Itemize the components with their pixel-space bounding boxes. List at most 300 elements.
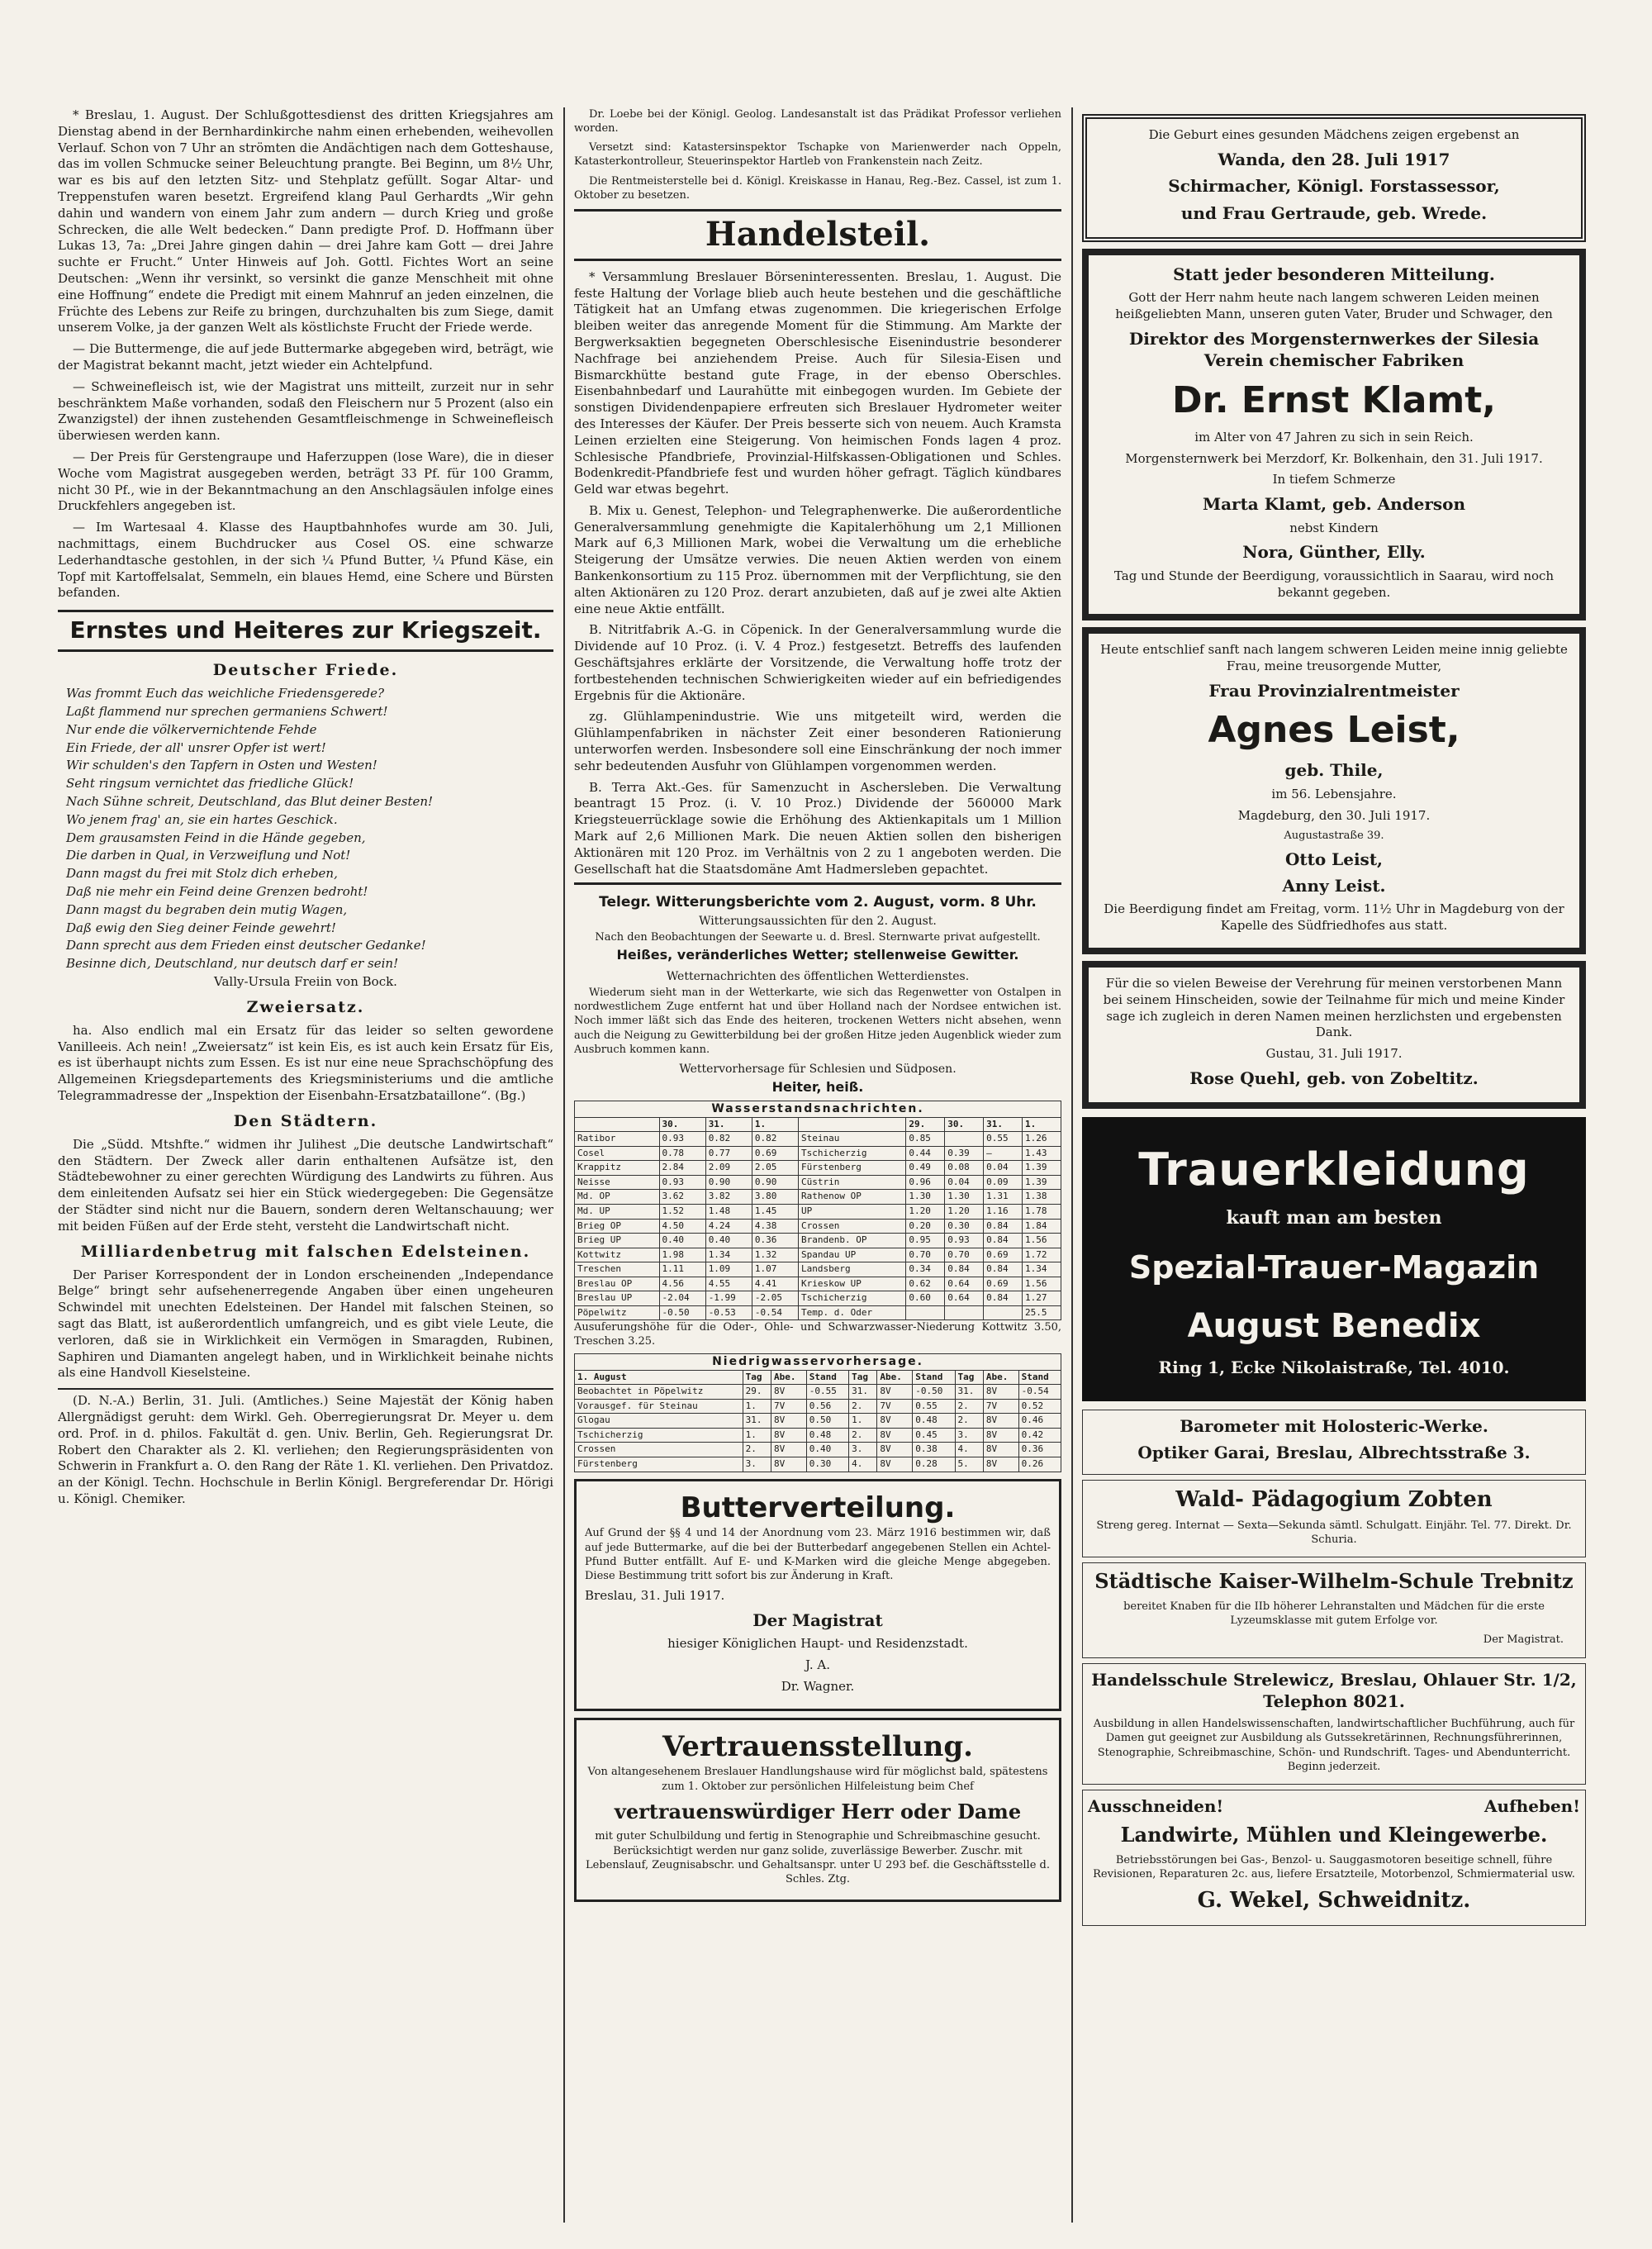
death1-funeral: Tag und Stunde der Beerdigung, voraussichtlich in Saarau, wird noch bekannt gegeben. [1113,568,1555,600]
table-header-cell: Stand [913,1370,955,1385]
death1-widow: Marta Klamt, geb. Anderson [1202,494,1466,515]
death2-sig2: Anny Leist. [1282,875,1386,896]
table-cell: 29. [743,1385,771,1400]
death2-name: Agnes Leist, [1208,709,1460,752]
table-cell: 1.11 [659,1262,705,1277]
table-cell: -0.54 [1018,1385,1061,1400]
table-cell: 0.69 [984,1248,1023,1262]
table-cell: 1.32 [752,1248,798,1262]
water-table-body [575,1132,1061,1320]
table-cell: 2. [743,1443,771,1457]
table-cell: Landsberg [799,1262,906,1277]
weather-section [574,882,1061,1096]
table-header-cell: 1. [1023,1117,1061,1132]
table-cell: UP [799,1204,906,1219]
table-cell: 0.45 [913,1428,955,1443]
table-header-cell: Stand [1018,1370,1061,1385]
table-cell: 8V [983,1428,1018,1443]
table-cell: 3. [955,1428,983,1443]
table-cell: 8V [877,1428,913,1443]
table-header-cell: 31. [984,1117,1023,1132]
table-cell: 0.40 [659,1234,705,1248]
table-cell: 0.93 [659,1132,705,1147]
table-row [575,1399,1061,1414]
table-cell: 0.56 [806,1399,848,1414]
table-cell: 1. [743,1428,771,1443]
table-cell: Crossen [575,1443,743,1457]
poem-line: Wo jenem frag' an, sie ein hartes Geschick. [66,811,338,827]
butter-place: Breslau, 31. Juli 1917. [585,1588,725,1603]
table-cell: Vorausgef. für Steinau [575,1399,743,1414]
table-row [575,1204,1061,1219]
table-cell: 0.04 [945,1175,984,1190]
table-cell: 0.64 [945,1291,984,1306]
table-cell: -0.50 [913,1385,955,1400]
table-cell: 25.5 [1023,1305,1061,1320]
table-cell: -0.53 [705,1305,752,1320]
notice-versetzt: Versetzt sind: Katastersinspektor Tschapke von Marienwerder nach Oppeln, Katasterkontrolleur, Steuerinspektor Hartleb von Frankenstein nach Zeitz. [574,141,1061,169]
table-cell: 8V [877,1443,913,1457]
table-cell: 3.62 [659,1190,705,1205]
trauer-title: Trauerkleidung [1138,1144,1530,1196]
death2-sig1: Otto Leist, [1284,849,1384,869]
kaiser-sig: Der Magistrat. [1483,1633,1564,1647]
table-cell: 0.84 [945,1262,984,1277]
table-cell: 0.60 [906,1291,945,1306]
niedrig-table-header [575,1370,1061,1385]
table-cell [945,1132,984,1147]
vertrauen-big: vertrauenswürdiger Herr oder Dame [614,1799,1022,1823]
table-cell: 1.26 [1023,1132,1061,1147]
table-cell: 7V [983,1399,1018,1414]
column-divider [1071,107,1073,2223]
death-notice-leist [1082,627,1586,954]
table-cell: 1.20 [945,1204,984,1219]
table-cell: 2. [849,1428,877,1443]
table-cell: 0.04 [984,1161,1023,1176]
table-cell: 8V [771,1414,806,1429]
paedagogium-title: Pädagogium Zobten [1251,1486,1493,1512]
birth-line3: Schirmacher, Königl. Forstassessor, [1168,176,1500,197]
trauer-magazin: Spezial-Trauer-Magazin [1128,1248,1540,1286]
table-header-cell: Stand [806,1370,848,1385]
table-cell: 0.42 [1018,1428,1061,1443]
table-header-cell: 31. [705,1117,752,1132]
table-cell: 1.52 [659,1204,705,1219]
table-header-cell: Abe. [983,1370,1018,1385]
article-gluehlampen: zg. Glühlampenindustrie. Wie uns mitgeteilt wird, werden die Glühlampenfabriken in nächster Zeit einer besonderen Rationierung unterworfen werden. Insbesondere soll eine Einschränkung der noch immer sehr bedeutenden Ausfuhr von Glühlampen vorgenommen werden. [574,709,1061,773]
poem-author: Vally-Ursula Freiin von Bock. [214,973,397,989]
kaiser-title: Städtische Kaiser-Wilhelm-Schule Trebnitz [1094,1569,1574,1594]
table-cell: Pöpelwitz [575,1305,660,1320]
weather-sub1: Witterungsaussichten für den 2. August. [699,914,937,928]
table-cell: 1.56 [1023,1277,1061,1291]
table-row [575,1161,1061,1176]
table-header-cell: 30. [945,1117,984,1132]
table-cell: 0.84 [984,1234,1023,1248]
article-mix-genest: B. Mix u. Genest, Telephon- und Telegraphenwerke. Die außerordentliche Generalversammlung genehmigte die Kapitalerhöhung um 2,1 Millionen Mark auf 6,3 Millionen Mark, wobei die Verwaltung um die erhebliche Steigerung der Umsätze verwies. Die neuen Aktien werden von einem Bankenkonsortium zu 115 Proz. übernommen mit der Verpflichtung, sie den alten Aktionären zu 120 Proz. derart anzubieten, daß auf je zwei alte Aktien eine neue Aktie entfällt. [574,502,1061,616]
table-cell: 3.82 [705,1190,752,1205]
table-cell: 0.78 [659,1146,705,1161]
death2-place: Magdeburg, den 30. Juli 1917. [1237,807,1431,823]
optiker-text: Optiker Garai, Breslau, Albrechtsstraße 3. [1137,1443,1531,1463]
wekel-head: Landwirte, Mühlen und Kleingewerbe. [1120,1823,1548,1847]
table-cell: Tschicherzig [799,1146,906,1161]
table-cell: 0.84 [984,1291,1023,1306]
article-staedtern: Die „Südd. Mtshfte.“ widmen ihr Julihest „Die deutsche Landwirtschaft“ den Städtern. Der Zweck aller darin enthaltenen Aufsätze ist, den Städtebewohner zu einer gerechten Würdigung des Landwirts zu führen. Aus dem einleitenden Aufsatz sei hier ein Stück wiedergegeben: Die Gegensätze der Städter sind nicht nur die Bauern, sondern deren Weltanschauung; wer mit beiden Füßen auf der Erde steht, versteht die Landwirtschaft nicht. [58,1136,553,1234]
paedagogium-ad [1082,1480,1586,1558]
kaiser-schule-ad [1082,1562,1586,1657]
trauer-address: Ring 1, Ecke Nikolaistraße, Tel. 4010. [1158,1357,1510,1377]
table-cell: Cosel [575,1146,660,1161]
table-cell: Glogau [575,1414,743,1429]
table-cell: 8V [877,1457,913,1472]
table-cell: Tschicherzig [575,1428,743,1443]
article-graupen: — Der Preis für Gerstengraupe und Haferzuppen (lose Ware), die in dieser Woche vom Magistrat ausgegeben werden, beträgt 33 Pf. für 100 Gramm, nicht 30 Pf., wie in der Bekanntmachung an den Anschlagsäulen infolge eines Druckfehlers angegeben ist. [58,449,553,514]
table-cell: 0.48 [913,1414,955,1429]
table-cell: 0.26 [1018,1457,1061,1472]
table-cell: 0.38 [913,1443,955,1457]
table-cell: 2.09 [705,1161,752,1176]
table-cell: 0.40 [705,1234,752,1248]
table-cell: 0.62 [906,1277,945,1291]
table-cell: 1.30 [945,1190,984,1205]
table-cell: 8V [877,1385,913,1400]
table-cell: 1.45 [752,1204,798,1219]
table-cell: 8V [983,1414,1018,1429]
table-cell: 4.50 [659,1219,705,1234]
table-cell: 0.84 [984,1219,1023,1234]
table-cell: 7V [771,1399,806,1414]
table-cell: 0.82 [752,1132,798,1147]
barometer-text: Barometer mit Holosteric-Werke. [1180,1415,1488,1436]
table-cell: 1.07 [752,1262,798,1277]
death1-name: Dr. Ernst Klamt, [1171,378,1497,421]
table-cell: 2.84 [659,1161,705,1176]
table-cell: 0.20 [906,1219,945,1234]
table-cell: 0.50 [806,1414,848,1429]
poem-line: Dem grausamsten Feind in die Hände gegeben, [66,830,366,845]
death1-kidnames: Nora, Günther, Elly. [1242,542,1426,563]
trauer-sub: kauft man am besten [1226,1206,1442,1229]
table-cell: 4. [849,1457,877,1472]
notice-rentmeister: Die Rentmeisterstelle bei d. Königl. Kreiskasse in Hanau, Reg.-Bez. Cassel, ist zum 1. Oktober zu besetzen. [574,174,1061,202]
butter-title: Butterverteilung. [680,1491,956,1524]
table-cell: 0.69 [984,1277,1023,1291]
poem-title: Deutscher Friede. [212,661,399,680]
table-cell: 0.36 [1018,1443,1061,1457]
table-cell: 3.80 [752,1190,798,1205]
table-cell: 0.09 [984,1175,1023,1190]
table-cell: 1.09 [705,1262,752,1277]
column-right [1082,107,1586,2223]
table-cell: 0.77 [705,1146,752,1161]
table-cell: 0.96 [906,1175,945,1190]
poem-line: Seht ringsum vernichtet das friedliche Glück! [66,776,354,792]
table-cell: 8V [771,1457,806,1472]
table-cell: Cüstrin [799,1175,906,1190]
table-cell: Fürstenberg [575,1457,743,1472]
table-cell: 8V [877,1414,913,1429]
table-cell: 1.27 [1023,1291,1061,1306]
column-middle [574,107,1061,2223]
table-cell: 0.36 [752,1234,798,1248]
poem-line: Besinne dich, Deutschland, nur deutsch darf er sein! [66,956,399,972]
table-cell: 4.24 [705,1219,752,1234]
death1-title: Direktor des Morgensternwerkes der Silesia Verein chemischer Fabriken [1128,328,1540,371]
table-cell: Breslau OP [575,1277,660,1291]
official-notice-box [58,1388,553,1508]
table-cell: 4.55 [705,1277,752,1291]
table-cell: 0.93 [659,1175,705,1190]
table-cell: 0.85 [906,1132,945,1147]
poem-line: Ein Friede, der all' unsrer Opfer ist wert! [66,739,326,755]
trauer-benedix: August Benedix [1187,1306,1481,1345]
table-cell: 1.20 [906,1204,945,1219]
table-cell: 8V [771,1443,806,1457]
death1-place: Morgensternwerk bei Merzdorf, Kr. Bolkenhain, den 31. Juli 1917. [1125,450,1543,466]
wekel-ad [1082,1790,1586,1926]
table-cell: 1.34 [705,1248,752,1262]
table-header-cell [799,1117,906,1132]
table-cell [906,1305,945,1320]
notice-loebe: Dr. Loebe bei der Königl. Geolog. Landesanstalt ist das Prädikat Professor verliehen worden. [574,108,1061,136]
table-cell: 1.72 [1023,1248,1061,1262]
niedrig-table [574,1370,1061,1472]
table-row [575,1457,1061,1472]
table-row [575,1248,1061,1262]
birth-line4: und Frau Gertraude, geb. Wrede. [1180,202,1488,223]
article-schweinefleisch: — Schweinefleisch ist, wie der Magistrat uns mitteilt, zurzeit nur in sehr beschränktem Maße vorhanden, sodaß den Fleischern nur 5 Prozent (also ein Zwanzigstel) der ihnen zustehenden Gesamtfleischmenge in Schweinefleisch überwiesen werden kann. [58,378,553,444]
table-cell: Spandau UP [799,1248,906,1262]
table-header-cell: 1. August [575,1370,743,1385]
table-cell: 0.90 [752,1175,798,1190]
niedrig-table-title: Niedrigwasservorhersage. [574,1353,1061,1369]
table-cell: 0.08 [945,1161,984,1176]
poem [58,686,553,972]
table-cell: 8V [771,1428,806,1443]
table-cell: Breslau UP [575,1291,660,1306]
table-row [575,1277,1061,1291]
table-cell: 0.52 [1018,1399,1061,1414]
table-cell: 1.16 [984,1204,1023,1219]
paedagogium-name [1088,1486,1580,1514]
table-row [575,1414,1061,1429]
table-cell: 1.38 [1023,1190,1061,1205]
death2-age: im 56. Lebensjahre. [1271,786,1397,801]
butter-sig3: J. A. [805,1657,830,1672]
table-cell: 1.78 [1023,1204,1061,1219]
wekel-left: Ausschneiden! [1088,1795,1224,1816]
table-cell: 0.69 [752,1146,798,1161]
table-cell: Kottwitz [575,1248,660,1262]
table-cell: -2.04 [659,1291,705,1306]
table-cell: 8V [983,1443,1018,1457]
table-cell: 0.30 [806,1457,848,1472]
table-cell [945,1305,984,1320]
table-cell: 8V [983,1457,1018,1472]
table-cell: — [984,1146,1023,1161]
table-cell: Crossen [799,1219,906,1234]
table-cell: 1.31 [984,1190,1023,1205]
table-header-cell [575,1117,660,1132]
table-row [575,1305,1061,1320]
butter-ad [574,1479,1061,1711]
table-cell: Brandenb. OP [799,1234,906,1248]
table-cell: 0.40 [806,1443,848,1457]
table-cell: Md. UP [575,1204,660,1219]
poem-line: Dann sprecht aus dem Frieden einst deutscher Gedanke! [66,938,426,953]
table-row [575,1443,1061,1457]
table-cell: -0.54 [752,1305,798,1320]
table-cell: Temp. d. Oder [799,1305,906,1320]
table-cell: -0.50 [659,1305,705,1320]
newspaper-page [33,50,1619,2231]
table-cell: Rathenow OP [799,1190,906,1205]
vertrauen-text2: mit guter Schulbildung und fertig in Stenographie und Schreibmaschine gesucht. Berücksichtigt werden nur ganz solide, zuverlässige Bewerber. Zuschr. mit Lebenslauf, Zeugnisabschr. und Gehaltsanspr. unter U 293 bef. die Geschäftsstelle d. Schles. Ztg. [586,1830,1050,1885]
table-cell: 4.38 [752,1219,798,1234]
water-table-header [575,1117,1061,1132]
table-cell: 31. [743,1414,771,1429]
poem-line: Nach Sühne schreit, Deutschland, das Blut deiner Besten! [66,793,434,809]
kaiser-text: bereitet Knaben für die IIb höherer Lehranstalten und Mädchen für die erste Lyzeumsklasse mit gutem Erfolge vor. [1123,1600,1545,1628]
table-cell: 0.55 [913,1399,955,1414]
poem-line: Wir schulden's den Tapfern in Osten und Westen! [66,758,377,773]
table-cell: 1.39 [1023,1175,1061,1190]
table-header-cell: Abe. [771,1370,806,1385]
table-cell: Tschicherzig [799,1291,906,1306]
section-title-zweiersatz: Zweiersatz. [246,997,365,1016]
birth-line2: Wanda, den 28. Juli 1917 [1218,149,1450,169]
thanks-notice [1082,961,1586,1109]
column-left [58,107,553,2223]
paedagogium-detail: Streng gereg. Internat — Sexta—Sekunda sämtl. Schulgatt. Einjähr. Tel. 77. Direkt. Dr. Schuria. [1096,1519,1572,1547]
table-cell: 1.34 [1023,1262,1061,1277]
wekel-text: Betriebsstörungen bei Gas-, Benzol- u. Sauggasmotoren beseitige schnell, führe Revisionen, Reparaturen 2c. aus, liefere Ersatzteile, Motorbenzol, Schmiermaterial usw. [1093,1853,1575,1881]
article-nitritfabrik: B. Nitritfabrik A.-G. in Cöpenick. In der Generalversammlung wurde die Dividende auf 10 Proz. (i. V. 4 Proz.) festgesetzt. Betreffs des laufenden Geschäftsjahres erklärte der Vorsitzende, die Verwaltung hoffe trotz der fortbestehenden technischen Schwierigkeiten wieder auf ein befriedigendes Ergebnis für die Aktionäre. [574,622,1061,703]
butter-sig4: Dr. Wagner. [781,1678,855,1694]
section-band-ernstes: Ernstes und Heiteres zur Kriegszeit. [58,610,553,652]
table-row [575,1219,1061,1234]
vertrauen-ad [574,1718,1061,1902]
section-title-staedtern: Den Städtern. [233,1111,378,1130]
trauer-ad [1082,1117,1586,1401]
table-header-cell: 30. [659,1117,705,1132]
article-gottesdienst: * Breslau, 1. August. Der Schlußgottesdienst des dritten Kriegsjahres am Dienstag abend in der Bernhardinkirche nahm einen erhebenden, weihevollen Verlauf. Schon von 7 Uhr an strömten die Andächtigen nach dem Gotteshause, das im vollen Schmucke seiner Beleuchtung prangte. Bei Beginn, um 8½ Uhr, war es bis auf den letzten Sitz- und Stehplatz gefüllt. Sogar Altar- und Treppenstufen waren besetzt. Ergreifend klang Paul Gerhardts „Wir gehn dahin und wandern von einem Jahr zum andern — durch Krieg und große Schrecken, die alle Welt bedecken.“ Dann predigte Prof. D. Hoffmann über Lukas 13, 7a: „Drei Jahre gingen dahin — drei Jahre kam Gott — drei Jahre suchte er Frucht.“ Unter Hinweis auf Joh. Gottl. Fichtes Wort an seine Deutschen: „Wenn ihr versinkt, so versinkt die ganze Menschheit mit ohne eine Hoffnung“ endete die Predigt mit einem Mahnruf an jeden einzelnen, die Früchte des Lebens zur Reife zu bringen, durchzuhalten bis zum Siege, damit unserem Volke, ja der ganzen Welt als köstlichste Frucht der Friede werde. [58,107,553,335]
table-cell: Ratibor [575,1132,660,1147]
birth-announcement [1082,114,1586,242]
table-cell: 1. [849,1414,877,1429]
handelsschule-text: Ausbildung in allen Handelswissenschaften, landwirtschaftlicher Buchführung, auch für Damen gut geeignet zur Ausbildung als Gutssekretärinnen, Rechnungsführerinnen, Stenographie, Schreibmaschine, Schön- und Rundschrift. Tages- und Abendunterricht. Beginn jederzeit. [1093,1718,1575,1773]
table-cell: Brieg UP [575,1234,660,1248]
table-row [575,1291,1061,1306]
table-cell: 3. [849,1443,877,1457]
poem-line: Die darben in Qual, in Verzweiflung und Not! [66,848,351,863]
table-cell: 2. [955,1414,983,1429]
table-row [575,1146,1061,1161]
table-cell: 0.44 [906,1146,945,1161]
table-header-cell: Tag [743,1370,771,1385]
table-header-cell: Abe. [877,1370,913,1385]
wekel-name: G. Wekel, Schweidnitz. [1197,1888,1471,1914]
poem-line: Dann magst du begraben dein mutig Wagen, [66,901,348,917]
article-terra: B. Terra Akt.-Ges. für Samenzucht in Aschersleben. Die Verwaltung beantragt 15 Proz. (i. V. 10 Proz.) Dividende der 560000 Mark Kriegsteuerrücklage sowie die Erhöhung des Aktienkapitals um 1 Million Mark auf 2,6 Millionen Mark. Die neuen Aktien sollen den bisherigen Aktionären mit 120 Proz. im Verhältnis von 2 zu 1 angeboten werden. Die Gesellschaft hat die Staatsdomäne Amt Hadmersleben gepachtet. [574,779,1061,877]
table-header-cell: 1. [752,1117,798,1132]
table-header-cell: Tag [849,1370,877,1385]
butter-sig2: hiesiger Königlichen Haupt- und Residenzstadt. [667,1636,968,1652]
table-cell: 4.41 [752,1277,798,1291]
table-cell: 0.39 [945,1146,984,1161]
table-cell: 1. [743,1399,771,1414]
table-cell: 0.70 [906,1248,945,1262]
table-cell: 2. [849,1399,877,1414]
article-zweiersatz: ha. Also endlich mal ein Ersatz für das leider so selten gewordene Vanilleeis. Ach nein! „Zweiersatz“ ist kein Eis, es ist auch kein Ersatz für Eis, es ist überhaupt nichts zum Essen. Es ist nur eine neue Sprachschöpfung des Allgemeinen Kriegsdepartements des Kriegsministeriums und die amtliche Telegrammadresse der „Inspektion der Eisenbahn-Ersatzbataillone“. (Bg.) [58,1022,553,1103]
vertrauen-title: Vertrauensstellung. [662,1729,974,1763]
water-table [574,1117,1061,1320]
table-cell: 0.84 [984,1262,1023,1277]
poem-line: Dann magst du frei mit Stolz dich erheben, [66,866,338,882]
table-cell: 1.43 [1023,1146,1061,1161]
poem-line: Laßt flammend nur sprechen germaniens Schwert! [66,703,388,719]
weather-text: Wiederum sieht man in der Wetterkarte, wie sich das Regenwetter von Ostalpen in nordwestlichem Zuge entfernt hat und über Holland nach der Nordsee entwichen ist. Noch immer läßt sich das Ende des heiteren, trockenen Wetters nicht absehen, wenn auch die Neigung zu Gewitterbildung bei der großen Hitze jeden Augenblick wieder zum Ausbruch kommen kann. [574,987,1061,1056]
table-cell: Beobachtet in Pöpelwitz [575,1385,743,1400]
death1-text1: Gott der Herr nahm heute nach langem schweren Leiden meinen heißgeliebten Mann, unseren guten Vater, Bruder und Schwager, den [1115,290,1553,322]
table-header-cell: 29. [906,1117,945,1132]
table-cell: 1.48 [705,1204,752,1219]
article-butter: — Die Buttermenge, die auf jede Buttermarke abgegeben wird, beträgt, wie der Magistrat bekannt macht, jetzt wieder ein Achtelpfund. [58,341,553,373]
table-row [575,1385,1061,1400]
wekel-right: Aufheben! [1484,1795,1580,1816]
table-cell: -2.05 [752,1291,798,1306]
table-cell: Fürstenberg [799,1161,906,1176]
table-cell: 31. [849,1385,877,1400]
table-cell: 1.84 [1023,1219,1061,1234]
weather-headline2: Heiter, heiß. [771,1079,864,1096]
death2-born: geb. Thile, [1284,760,1384,781]
weather-sub4: Wettervorhersage für Schlesien und Südposen. [679,1062,957,1076]
death-notice-klamt [1082,249,1586,620]
table-row [575,1132,1061,1147]
table-cell: 4.56 [659,1277,705,1291]
table-cell: 1.39 [1023,1161,1061,1176]
handelsschule-ad [1082,1663,1586,1785]
table-cell: 0.46 [1018,1414,1061,1429]
table-cell: 5. [955,1457,983,1472]
poem-line: Was frommt Euch das weichliche Friedensgerede? [66,686,384,701]
table-cell: 0.48 [806,1428,848,1443]
poem-line: Daß nie mehr ein Feind deine Grenzen bedroht! [66,883,368,899]
wekel-top [1088,1795,1580,1817]
table-cell [984,1305,1023,1320]
weather-title: Telegr. Witterungsberichte vom 2. August, vorm. 8 Uhr. [599,894,1037,911]
official-notice: (D. N.-A.) Berlin, 31. Juli. (Amtliches.) Seine Majestät der König haben Allergnädigst geruht: dem Wirkl. Geh. Oberregierungsrat Dr. Meyer u. dem ord. Prof. in d. philos. Fakultät d. gen. Univ. Berlin, Geh. Regierungsrat Dr. Robert den Charakter als 2. Kl. verliehen; den Regierungspräsidenten von Schwerin in Frankfurt a. O. den Rang der Räte 1. Kl. verliehen. Den Privatdoz. an der Königl. Techn. Hochschule in Berlin Königl. Bergreferendar Dr. Hörigi u. Königl. Chemiker. [58,1393,553,1507]
thanks-text: Für die so vielen Beweise der Verehrung für meinen verstorbenen Mann bei seinem Hinscheiden, sowie der Teilnahme für mich und meine Kinder sage ich zugleich in deren Namen meinen herzlichsten und ergebensten Dank. [1103,975,1565,1040]
death1-mourn: In tiefem Schmerze [1272,472,1396,487]
table-cell: -0.55 [806,1385,848,1400]
death2-text1: Heute entschlief sanft nach langem schweren Leiden meine innig geliebte Frau, meine treusorgende Mutter, [1100,642,1568,674]
table-cell: Steinau [799,1132,906,1147]
thanks-place: Gustau, 31. Juli 1917. [1265,1046,1403,1062]
death1-kids: nebst Kindern [1289,520,1379,535]
table-row [575,1234,1061,1248]
table-cell: 31. [955,1385,983,1400]
table-cell: 0.95 [906,1234,945,1248]
water-table-title: Wasserstandsnachrichten. [574,1101,1061,1116]
table-cell: 2. [955,1399,983,1414]
article-diebstahl: — Im Wartesaal 4. Klasse des Hauptbahnhofes wurde am 30. Juli, nachmittags, einem Buchdrucker aus Cosel OS. eine schwarze Lederhandtasche gestohlen, in der sich ¼ Pfund Butter, ¼ Pfund Käse, ein Topf mit Kartoffelsalat, Semmeln, ein blaues Hemd, eine Schere und Bürsten befanden. [58,520,553,601]
table-cell: 0.70 [945,1248,984,1262]
death1-header: Statt jeder besonderen Mitteilung. [1173,264,1495,284]
